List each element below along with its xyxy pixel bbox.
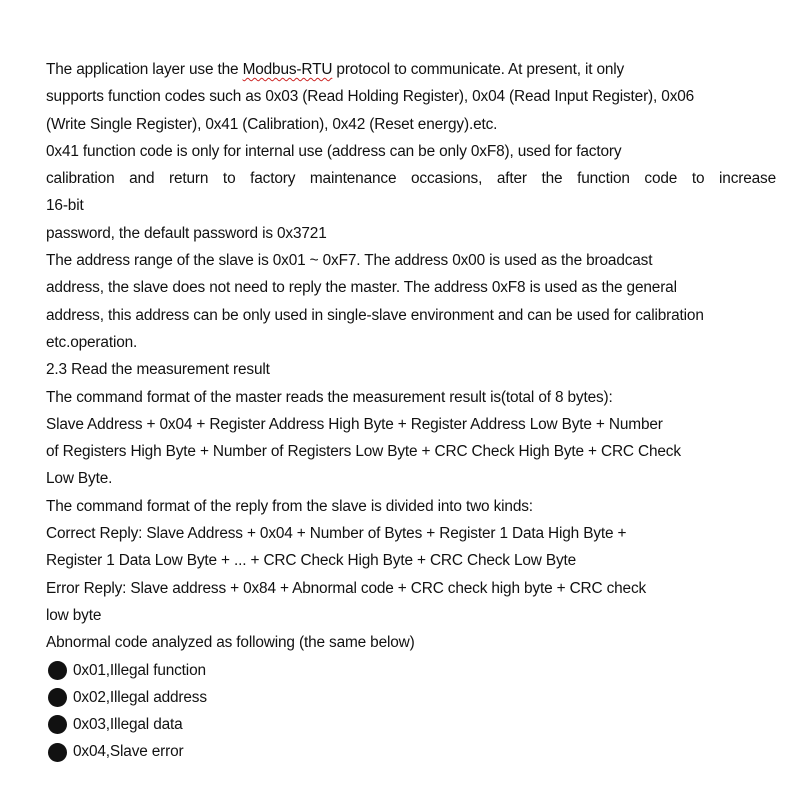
text-segment: The application layer use the [46,61,243,78]
paragraph2-line4: password, the default password is 0x3721 [46,224,327,242]
error-code-item [46,684,780,711]
section-line7: Register 1 Data Low Byte + ... + CRC Check High Byte + CRC Check Low Byte [46,552,577,570]
bullet-icon [48,715,67,734]
paragraph3-line4: etc.operation. [46,333,138,351]
error-code-text: 0x02,Illegal address [73,688,207,706]
paragraph2-line2: calibration and return to factory maintenance occasions, after the function code to increase [46,170,776,188]
section-line5: The command format of the reply from the slave is divided into two kinds: [46,497,533,515]
section-line2: Slave Address + 0x04 + Register Address High Byte + Register Address Low Byte + Number [46,415,663,433]
error-code-text: 0x01,Illegal function [73,661,206,679]
text-segment: protocol to communicate. At present, it only [332,61,625,78]
paragraph1-line3: (Write Single Register), 0x41 (Calibration), 0x42 (Reset energy).etc. [46,115,498,133]
section-line4: Low Byte. [46,470,113,488]
paragraph2-line3: 16-bit [46,197,84,215]
paragraph3-line2: address, the slave does not need to reply the master. The address 0xF8 is used as the general [46,279,677,297]
error-code-text: 0x04,Slave error [73,743,184,761]
error-code-item [46,738,780,765]
section-line9: low byte [46,606,102,624]
paragraph3-line1: The address range of the slave is 0x01 ~ 0xF7. The address 0x00 is used as the broadcast [46,252,653,270]
bullet-icon [48,743,67,762]
paragraph2-line1: 0x41 function code is only for internal use (address can be only 0xF8), used for factory [46,142,622,160]
section-line6: Correct Reply: Slave Address + 0x04 + Number of Bytes + Register 1 Data High Byte + [46,525,627,543]
section-line8: Error Reply: Slave address + 0x84 + Abnormal code + CRC check high byte + CRC check [46,579,647,597]
section-line1: The command format of the master reads the measurement result is(total of 8 bytes): [46,388,613,406]
section-heading: 2.3 Read the measurement result [46,361,270,379]
document-body [46,56,780,766]
error-code-item [46,711,780,738]
error-code-item [46,657,780,684]
paragraph1-line2: supports function codes such as 0x03 (Read Holding Register), 0x04 (Read Input Register), 0x06 [46,88,695,106]
spellcheck-term: Modbus-RTU [242,61,333,78]
bullet-icon [48,661,67,680]
section-line3: of Registers High Byte + Number of Registers Low Byte + CRC Check High Byte + CRC Check [46,443,681,461]
error-code-text: 0x03,Illegal data [73,716,183,734]
paragraph1-line1 [46,56,780,83]
section-line10: Abnormal code analyzed as following (the same below) [46,634,415,652]
bullet-icon [48,688,67,707]
paragraph3-line3: address, this address can be only used in single-slave environment and can be used for calibration [46,306,704,324]
